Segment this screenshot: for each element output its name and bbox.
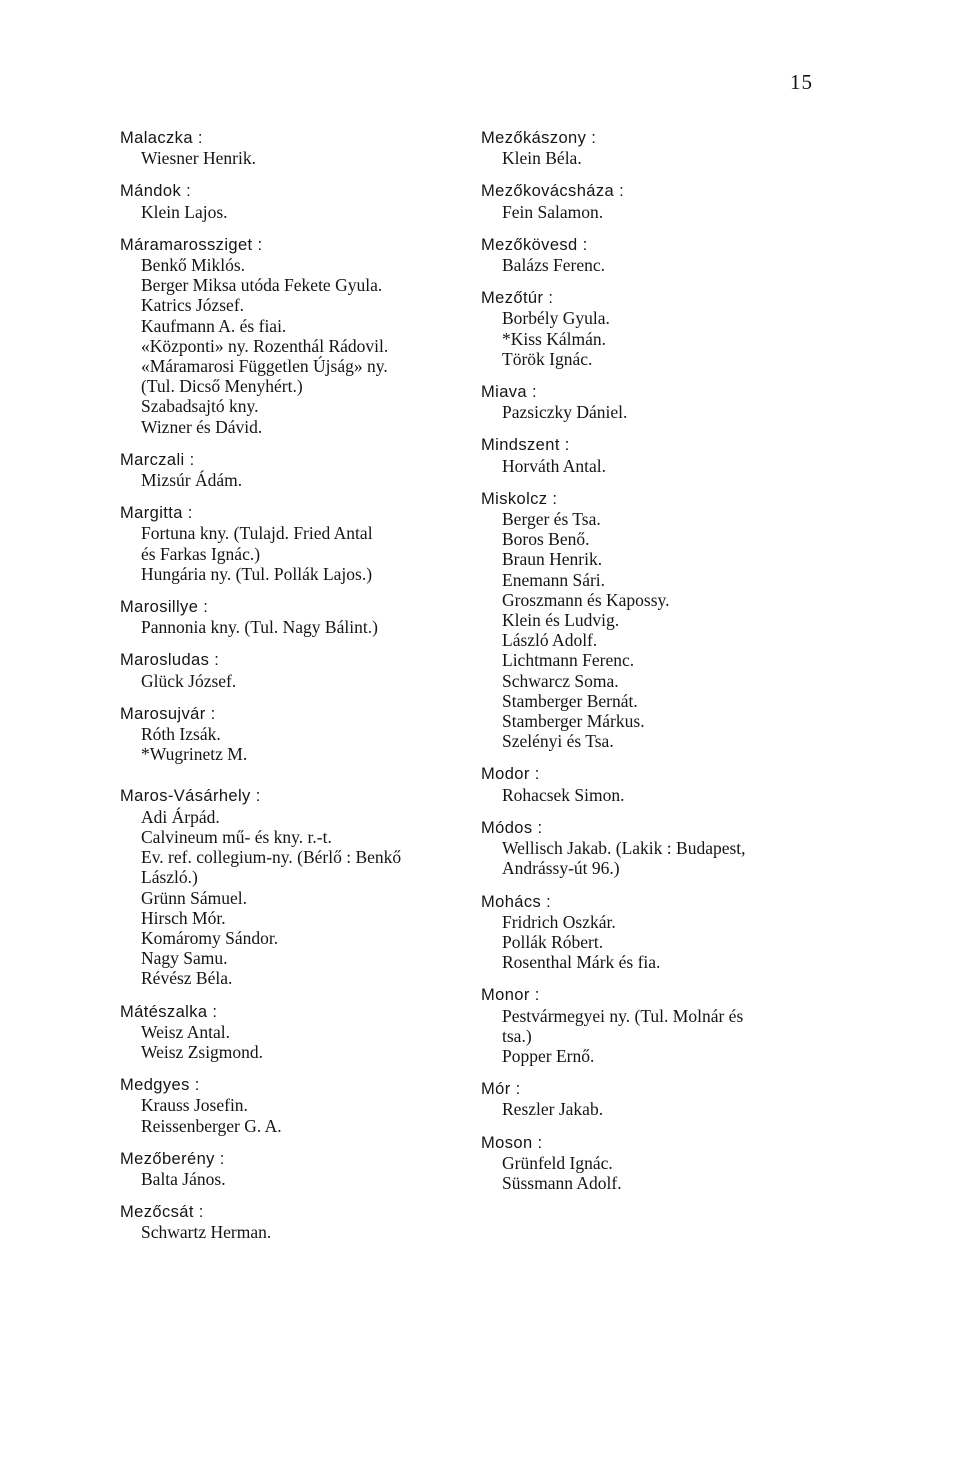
- town-heading: Mohács :: [481, 892, 552, 911]
- entry-list: [120, 523, 470, 584]
- entry-line: Benkő Miklós.: [141, 255, 246, 276]
- entry-list: [120, 1222, 470, 1242]
- directory-entry: [120, 128, 470, 168]
- town-heading: Mezőkövesd :: [481, 235, 588, 254]
- entry-line: Wizner és Dávid.: [141, 416, 263, 437]
- entry-line: Pazsiczky Dániel.: [502, 402, 628, 423]
- entry-line: Hirsch Mór.: [141, 907, 226, 928]
- directory-entry: [481, 382, 831, 422]
- town-heading: Marosillye :: [120, 598, 209, 617]
- entry-line: Stamberger Bernát.: [502, 690, 638, 711]
- entry-list: [120, 148, 470, 168]
- directory-entry: [120, 503, 470, 584]
- town-heading: Maros-Vásárhely :: [120, 787, 261, 806]
- entry-line: Krauss Josefin.: [141, 1095, 248, 1116]
- town-heading: Mezőtúr :: [481, 289, 554, 308]
- town-heading: Miava :: [481, 383, 537, 402]
- town-heading: Monor :: [481, 986, 540, 1005]
- entry-line: Klein Béla.: [502, 148, 582, 169]
- town-heading: Moson :: [481, 1133, 543, 1152]
- entry-line: László Adolf.: [502, 630, 598, 651]
- entry-line: Popper Ernő.: [502, 1045, 595, 1066]
- entry-line: Süssmann Adolf.: [502, 1172, 622, 1193]
- left-column: [120, 128, 470, 1243]
- entry-line: Rosenthal Márk és fia.: [502, 952, 661, 973]
- entry-list: [481, 202, 831, 222]
- entry-line: Groszmann és Kapossy.: [502, 589, 670, 610]
- directory-entry: [481, 818, 831, 879]
- town-heading: Marczali :: [120, 450, 195, 469]
- entry-list: [481, 509, 831, 751]
- entry-line: *Kiss Kálmán.: [502, 328, 607, 349]
- entry-list: [120, 1095, 470, 1135]
- entry-line: László.): [141, 867, 198, 888]
- entry-line: Balázs Ferenc.: [502, 255, 606, 276]
- town-heading: Mándok :: [120, 182, 192, 201]
- entry-line: Rohacsek Simon.: [502, 784, 625, 805]
- directory-entry: [120, 1149, 470, 1189]
- entry-list: [481, 308, 831, 369]
- entry-list: [120, 671, 470, 691]
- entry-list: [481, 255, 831, 275]
- entry-line: Klein és Ludvig.: [502, 610, 620, 631]
- entry-line: Török Ignác.: [502, 348, 593, 369]
- entry-line: Calvineum mű- és kny. r.-t.: [141, 826, 332, 847]
- directory-entry: [120, 786, 470, 988]
- entry-list: [481, 148, 831, 168]
- directory-entry: [120, 450, 470, 490]
- entry-line: «Központi» ny. Rozenthál Rádovil.: [141, 335, 389, 356]
- town-heading: Mór :: [481, 1080, 521, 1099]
- entry-line: Pestvármegyei ny. (Tul. Molnár és: [502, 1005, 744, 1026]
- entry-list: [120, 724, 470, 764]
- entry-line: Stamberger Márkus.: [502, 711, 645, 732]
- directory-entry: [120, 1202, 470, 1242]
- entry-line: Mizsúr Ádám.: [141, 470, 243, 491]
- entry-line: Schwarcz Soma.: [502, 670, 619, 691]
- entry-line: Pannonia kny. (Tul. Nagy Bálint.): [141, 617, 378, 638]
- entry-line: «Máramarosi Független Újság» ny.: [141, 356, 388, 377]
- town-heading: Mindszent :: [481, 436, 570, 455]
- town-heading: Margitta :: [120, 504, 193, 523]
- entry-list: [481, 456, 831, 476]
- entry-list: [120, 202, 470, 222]
- directory-entry: [481, 181, 831, 221]
- entry-line: Kaufmann A. és fiai.: [141, 315, 287, 336]
- town-heading: Máramarossziget :: [120, 235, 263, 254]
- entry-line: Reissenberger G. A.: [141, 1115, 282, 1136]
- right-column: [481, 128, 831, 1193]
- entry-line: (Tul. Dicső Menyhért.): [141, 376, 303, 397]
- directory-entry: [120, 235, 470, 437]
- entry-line: Balta János.: [141, 1168, 226, 1189]
- entry-list: [481, 838, 831, 878]
- town-heading: Mezőkászony :: [481, 129, 597, 147]
- entry-line: *Wugrinetz M.: [141, 744, 248, 765]
- town-heading: Mezőkovácsháza :: [481, 182, 625, 201]
- entry-list: [481, 1006, 831, 1067]
- directory-entry: [120, 1002, 470, 1063]
- entry-list: [120, 255, 470, 437]
- entry-line: Klein Lajos.: [141, 201, 228, 222]
- town-heading: Mátészalka :: [120, 1002, 218, 1021]
- directory-entry: [120, 1075, 470, 1136]
- entry-line: Fortuna kny. (Tulajd. Fried Antal: [141, 523, 373, 544]
- directory-entry: [481, 435, 831, 475]
- entry-list: [120, 1169, 470, 1189]
- entry-line: Andrássy-út 96.): [502, 858, 620, 879]
- entry-line: Berger és Tsa.: [502, 509, 601, 530]
- entry-line: Braun Henrik.: [502, 549, 603, 570]
- town-heading: Malaczka :: [120, 129, 203, 147]
- entry-line: Grünn Sámuel.: [141, 887, 247, 908]
- entry-line: és Farkas Ignác.): [141, 543, 261, 564]
- directory-entry: [481, 489, 831, 752]
- entry-line: Révész Béla.: [141, 968, 233, 989]
- entry-line: Reszler Jakab.: [502, 1099, 604, 1120]
- entry-line: Hungária ny. (Tul. Pollák Lajos.): [141, 563, 373, 584]
- entry-line: Weisz Antal.: [141, 1021, 230, 1042]
- entry-line: Fein Salamon.: [502, 201, 604, 222]
- entry-list: [481, 1153, 831, 1193]
- entry-line: Boros Benő.: [502, 529, 590, 550]
- entry-line: Grünfeld Ignác.: [502, 1152, 613, 1173]
- directory-entry: [481, 764, 831, 804]
- directory-entry: [481, 892, 831, 973]
- entry-line: Katrics József.: [141, 295, 245, 316]
- directory-entry: [481, 985, 831, 1066]
- entry-line: Adi Árpád.: [141, 806, 220, 827]
- entry-list: [481, 402, 831, 422]
- town-heading: Miskolcz :: [481, 489, 558, 508]
- directory-entry: [120, 704, 470, 765]
- directory-entry: [120, 597, 470, 637]
- town-heading: Modor :: [481, 765, 540, 784]
- directory-entry: [120, 650, 470, 690]
- entry-line: Fridrich Oszkár.: [502, 911, 616, 932]
- entry-line: Wellisch Jakab. (Lakik : Budapest,: [502, 838, 746, 859]
- entry-list: [120, 617, 470, 637]
- entry-line: Horváth Antal.: [502, 455, 607, 476]
- town-heading: Medgyes :: [120, 1076, 200, 1095]
- town-heading: Mezőcsát :: [120, 1203, 204, 1222]
- entry-line: Borbély Gyula.: [502, 308, 610, 329]
- town-heading: Marosludas :: [120, 651, 220, 670]
- directory-entry: [481, 288, 831, 369]
- entry-list: [120, 807, 470, 989]
- entry-list: [481, 1099, 831, 1119]
- entry-line: Ev. ref. collegium-ny. (Bérlő : Benkő: [141, 847, 402, 868]
- directory-entry: [481, 235, 831, 275]
- town-heading: Marosujvár :: [120, 704, 216, 723]
- directory-entry: [481, 128, 831, 168]
- entry-list: [120, 1022, 470, 1062]
- directory-entry: [120, 181, 470, 221]
- town-heading: Mezőberény :: [120, 1149, 225, 1168]
- entry-line: Nagy Samu.: [141, 948, 228, 969]
- entry-line: tsa.): [502, 1025, 532, 1046]
- directory-entry: [481, 1133, 831, 1194]
- entry-line: Szabadsajtó kny.: [141, 396, 259, 417]
- entry-line: Weisz Zsigmond.: [141, 1041, 264, 1062]
- entry-line: Lichtmann Ferenc.: [502, 650, 635, 671]
- entry-line: Szelényi és Tsa.: [502, 731, 614, 752]
- entry-line: Glück József.: [141, 670, 237, 691]
- entry-line: Wiesner Henrik.: [141, 148, 256, 169]
- entry-line: Enemann Sári.: [502, 569, 606, 590]
- entry-line: Róth Izsák.: [141, 724, 221, 745]
- entry-line: Schwartz Herman.: [141, 1222, 272, 1243]
- entry-list: [481, 785, 831, 805]
- entry-list: [120, 470, 470, 490]
- town-heading: Módos :: [481, 818, 543, 837]
- page-number: 15: [790, 70, 813, 94]
- entry-line: Komáromy Sándor.: [141, 927, 279, 948]
- directory-entry: [481, 1079, 831, 1119]
- entry-line: Pollák Róbert.: [502, 931, 604, 952]
- entry-list: [481, 912, 831, 973]
- entry-line: Berger Miksa utóda Fekete Gyula.: [141, 275, 383, 296]
